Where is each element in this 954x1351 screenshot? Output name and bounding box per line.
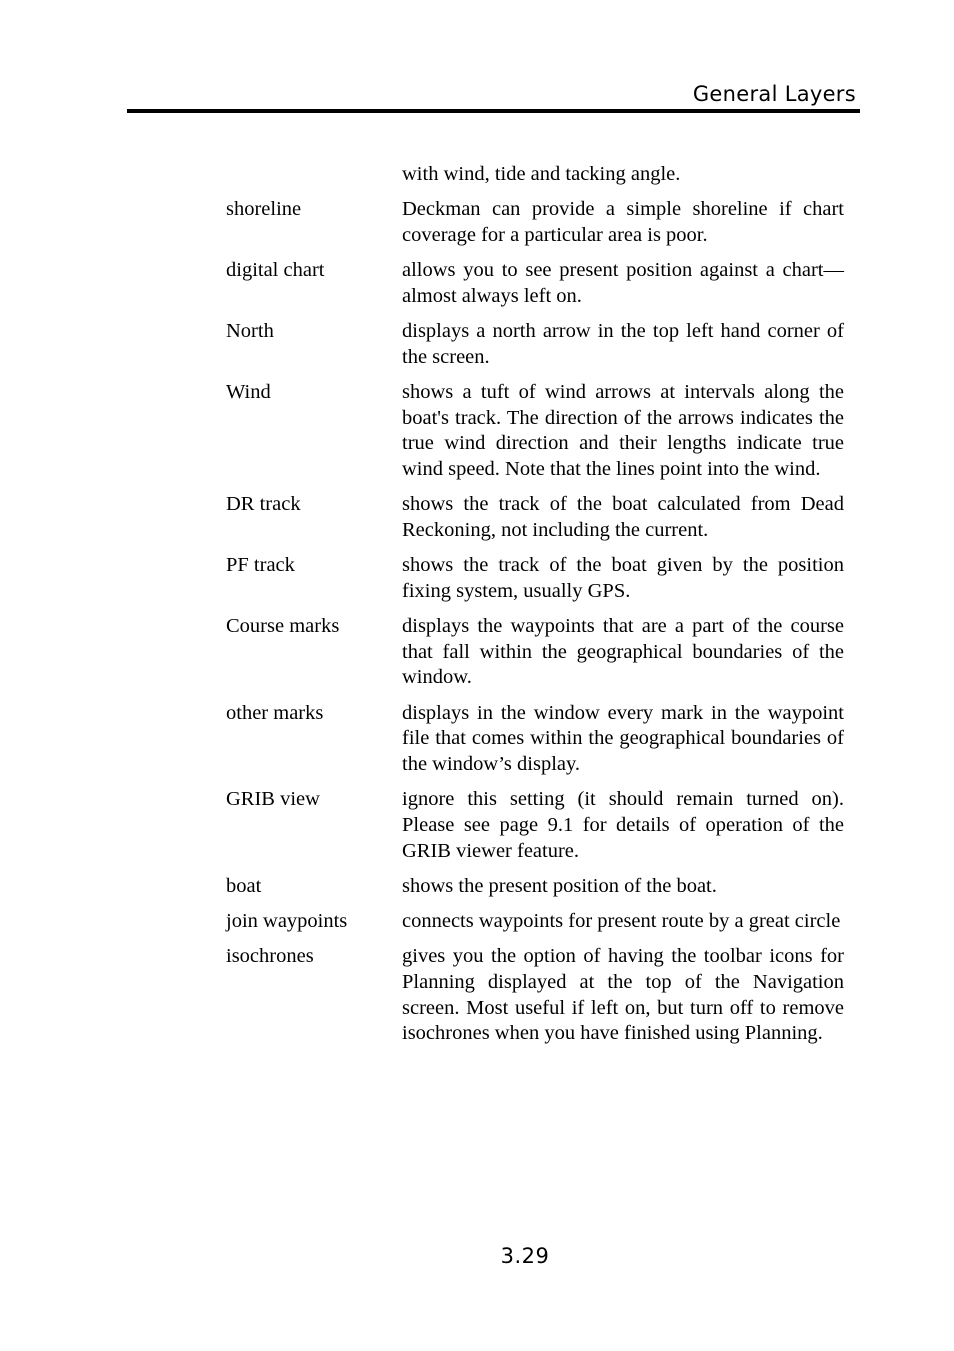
definition-entry [226,874,846,900]
definition-entry [226,701,846,778]
entry-definition: shows the track of the boat given by the position fixing system, usually GPS. [402,554,844,602]
entry-definition: shows a tuft of wind arrows at intervals along the boat's track. The direction of the arrows indicates the true wind direction and their lengths indicate true wind speed. Note that the lines point into the wind. [402,380,844,481]
entry-term: shoreline [226,198,302,221]
entry-term: North [226,320,274,343]
page-number: 3.29 [500,1244,550,1268]
definition-entry [226,944,846,1047]
page-header-title: General Layers [692,82,856,106]
entry-definition: connects waypoints for present route by a great circle [402,910,841,933]
definition-entry [226,492,846,543]
entry-term: DR track [226,493,301,516]
entry-term: Wind [226,380,271,403]
entry-term: GRIB view [226,788,320,811]
entry-term: boat [226,874,262,897]
definition-entry [226,162,846,188]
header-rule [127,109,860,113]
entry-definition: with wind, tide and tacking angle. [402,163,681,185]
definition-entry [226,909,846,935]
definition-entry [226,553,846,604]
entry-definition: gives you the option of having the toolbar icons for Planning displayed at the top of the Navigation screen. Most useful if left on, but turn off to remove isochrones when you have finished using Planning. [402,945,844,1045]
entry-term: isochrones [226,945,314,968]
entry-term: join waypoints [226,910,348,933]
entry-definition: displays in the window every mark in the waypoint file that comes within the geographical boundaries of the window’s display. [402,701,844,776]
entry-term: digital chart [226,259,325,282]
definition-entry [226,197,846,248]
entry-term: PF track [226,554,295,577]
entry-definition: allows you to see present position against a chart—almost always left on. [402,259,844,307]
entry-definition: Deckman can provide a simple shoreline if chart coverage for a particular area is poor. [402,198,844,246]
entry-term [226,162,402,188]
entry-definition: displays the waypoints that are a part of the course that fall within the geographical boundaries of the window. [402,615,844,689]
entry-term: Course marks [226,615,340,638]
entry-definition: displays a north arrow in the top left hand corner of the screen. [402,320,844,368]
definition-entry [226,614,846,691]
entry-definition: shows the present position of the boat. [402,874,717,897]
entry-term: other marks [226,701,324,724]
entry-definition: shows the track of the boat calculated from Dead Reckoning, not including the current. [402,493,844,541]
definition-list [226,162,846,1057]
definition-entry [226,787,846,864]
definition-entry [226,319,846,370]
entry-definition: ignore this setting (it should remain turned on). Please see page 9.1 for details of operation of the GRIB viewer feature. [402,788,844,862]
definition-entry [226,380,846,483]
definition-entry [226,258,846,309]
